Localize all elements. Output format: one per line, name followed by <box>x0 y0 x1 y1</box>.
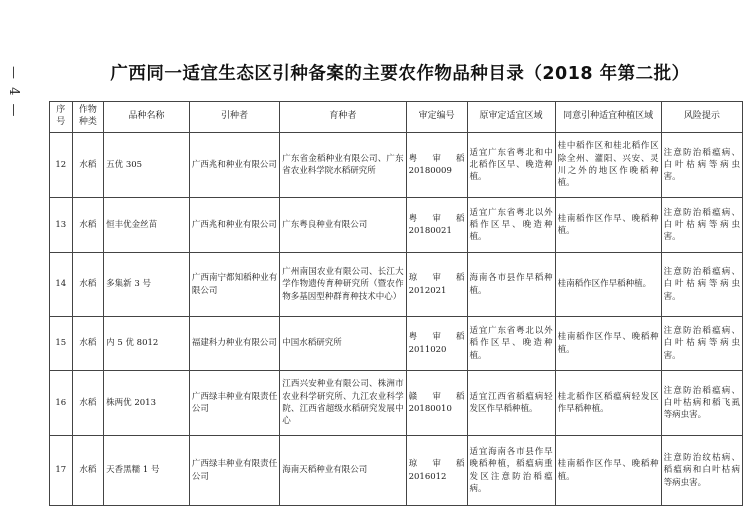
header-seq: 序号 <box>50 102 73 133</box>
cell-orig-area: 适宜江西省稻瘟病轻发区作早稻种植。 <box>467 371 555 436</box>
cell-approval: 粤 审 稻 20180009 <box>406 133 467 198</box>
cell-introducer: 广西绿丰种业有限责任公司 <box>189 371 279 436</box>
header-orig-area: 原审定适宜区域 <box>467 102 555 133</box>
cell-seq: 17 <box>50 436 73 506</box>
cell-breeder: 广州南国农业有限公司、长江大学作物遗传育种研究所（暨农作物多基因型种群育种技术中心） <box>280 253 406 317</box>
header-agreed-area: 同意引种适宜种植区域 <box>555 102 661 133</box>
cell-introducer: 广西兆和种业有限公司 <box>189 198 279 253</box>
cell-agreed-area: 桂南稻作区作早、晚稻种植。 <box>555 198 661 253</box>
cell-orig-area: 海南各市县作早稻种植。 <box>467 253 555 317</box>
cell-approval: 粤 审 稻 2011020 <box>406 317 467 371</box>
cell-crop: 水稻 <box>72 317 104 371</box>
cell-risk: 注意防治稻瘟病、白叶枯病等病虫害。 <box>661 133 742 198</box>
cell-risk: 注意防治稻瘟病、白叶枯病等病虫害。 <box>661 198 742 253</box>
cell-seq: 14 <box>50 253 73 317</box>
cell-agreed-area: 桂南稻作区作早稻种植。 <box>555 253 661 317</box>
cell-variety: 株两优 2013 <box>104 371 190 436</box>
header-variety: 品种名称 <box>104 102 190 133</box>
cell-breeder: 江西兴安种业有限公司、株洲市农业科学研究所、九江农业科学院、江西省超级水稻研究发展中心 <box>280 371 406 436</box>
cell-orig-area: 适宜海南各市县作早晚稻种植，稻瘟病重发区注意防治稻瘟病。 <box>467 436 555 506</box>
cell-risk: 注意防治纹枯病、稻瘟病和白叶枯病等病虫害。 <box>661 436 742 506</box>
header-crop: 作物种类 <box>72 102 104 133</box>
cell-introducer: 广西南宁都知稻种业有限公司 <box>189 253 279 317</box>
cell-agreed-area: 桂南稻作区作早、晚稻种植。 <box>555 436 661 506</box>
cell-approval: 粤 审 稻 20180021 <box>406 198 467 253</box>
cell-seq: 13 <box>50 198 73 253</box>
cell-seq: 16 <box>50 371 73 436</box>
header-introducer: 引种者 <box>189 102 279 133</box>
page-number: — 4 — <box>6 66 21 119</box>
cell-variety: 天香黑糯 1 号 <box>104 436 190 506</box>
cell-risk: 注意防治稻瘟病、白叶枯病等病虫害。 <box>661 253 742 317</box>
header-approval: 审定编号 <box>406 102 467 133</box>
cell-approval: 赣 审 稻 20180010 <box>406 371 467 436</box>
table-row <box>50 133 743 198</box>
cell-orig-area: 适宜广东省粤北以外稻作区早、晚造种植。 <box>467 198 555 253</box>
cell-agreed-area: 桂北稻作区稻瘟病轻发区作早稻种植。 <box>555 371 661 436</box>
cell-breeder: 广东粤良种业有限公司 <box>280 198 406 253</box>
variety-catalog-table <box>49 101 743 506</box>
cell-variety: 内 5 优 8012 <box>104 317 190 371</box>
table-row <box>50 371 743 436</box>
cell-risk: 注意防治稻瘟病、白叶枯病和稻飞虱等病虫害。 <box>661 371 742 436</box>
table-row <box>50 436 743 506</box>
cell-breeder: 中国水稻研究所 <box>280 317 406 371</box>
cell-crop: 水稻 <box>72 133 104 198</box>
cell-seq: 15 <box>50 317 73 371</box>
table-header-row <box>50 102 743 133</box>
header-risk: 风险提示 <box>661 102 742 133</box>
cell-orig-area: 适宜广东省粤北和中北稻作区早、晚造种植。 <box>467 133 555 198</box>
cell-agreed-area: 桂中稻作区和桂北稻作区除全州、灌阳、兴安、灵川之外的地区作晚稻种植。 <box>555 133 661 198</box>
cell-seq: 12 <box>50 133 73 198</box>
cell-breeder: 海南天稻种业有限公司 <box>280 436 406 506</box>
header-breeder: 育种者 <box>280 102 406 133</box>
cell-crop: 水稻 <box>72 371 104 436</box>
cell-introducer: 广西绿丰种业有限责任公司 <box>189 436 279 506</box>
cell-variety: 多集新 3 号 <box>104 253 190 317</box>
cell-introducer: 广西兆和种业有限公司 <box>189 133 279 198</box>
cell-crop: 水稻 <box>72 253 104 317</box>
cell-approval: 琼 审 稻 2016012 <box>406 436 467 506</box>
table-row <box>50 198 743 253</box>
cell-breeder: 广东省金稻种业有限公司、广东省农业科学院水稻研究所 <box>280 133 406 198</box>
cell-introducer: 福建科力种业有限公司 <box>189 317 279 371</box>
cell-variety: 恒丰优金丝苗 <box>104 198 190 253</box>
cell-variety: 五优 305 <box>104 133 190 198</box>
table-row <box>50 253 743 317</box>
table-row <box>50 317 743 371</box>
cell-crop: 水稻 <box>72 436 104 506</box>
cell-orig-area: 适宜广东省粤北以外稻作区早、晚造种植。 <box>467 317 555 371</box>
cell-crop: 水稻 <box>72 198 104 253</box>
page-title: 广西同一适宜生态区引种备案的主要农作物品种目录（2018 年第二批） <box>110 64 690 84</box>
cell-approval: 琼审稻 2012021 <box>406 253 467 317</box>
cell-agreed-area: 桂南稻作区作早、晚稻种植。 <box>555 317 661 371</box>
cell-risk: 注意防治稻瘟病、白叶枯病等病虫害。 <box>661 317 742 371</box>
